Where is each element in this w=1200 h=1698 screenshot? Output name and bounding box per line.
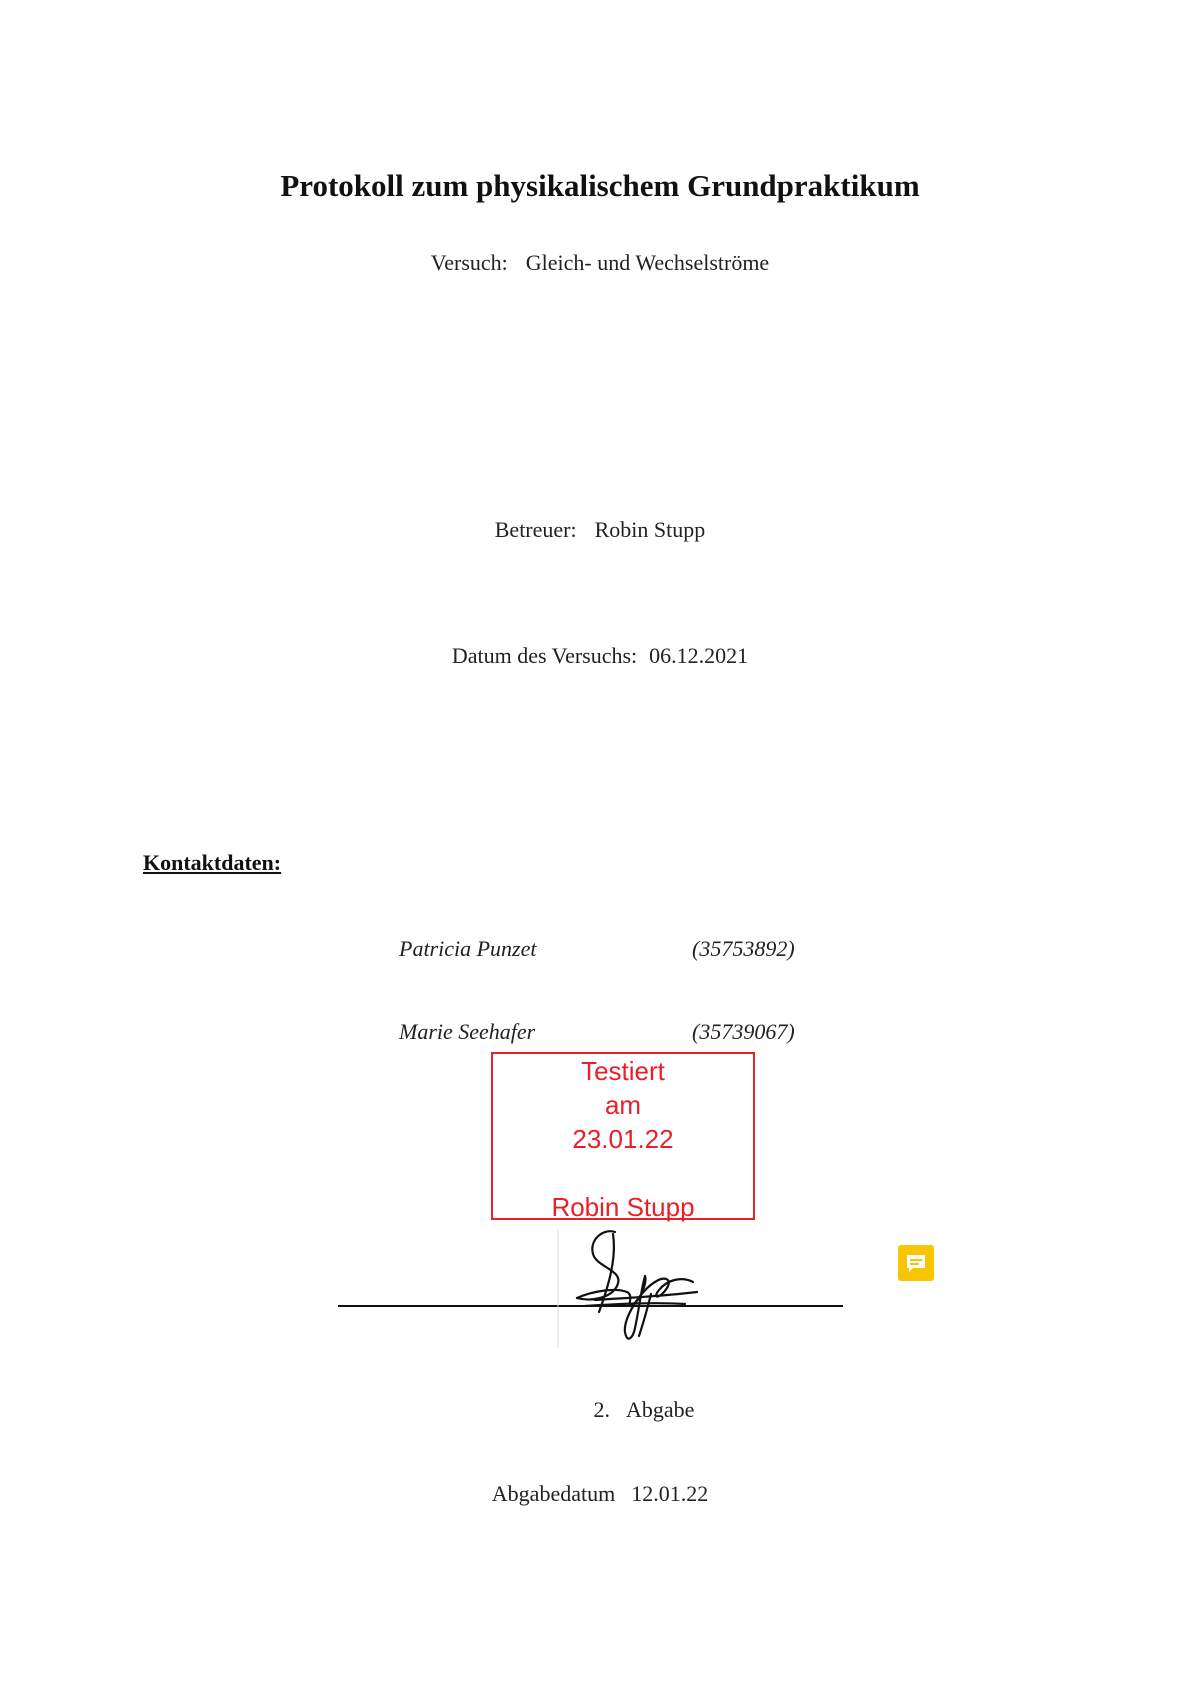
- contacts-heading: Kontaktdaten:: [143, 850, 282, 875]
- supervisor-row: [0, 517, 1200, 543]
- submission-date-row: [0, 1481, 1200, 1507]
- supervisor-label: Betreuer:: [494, 517, 577, 542]
- comment-icon: [898, 1245, 934, 1281]
- date-value: 06.12.2021: [649, 643, 749, 668]
- comment-annotation[interactable]: [898, 1245, 934, 1281]
- date-label: Datum des Versuchs:: [451, 643, 638, 668]
- stamp-line: am: [604, 1090, 642, 1120]
- handwritten-signature: [555, 1220, 705, 1350]
- experiment-value: Gleich- und Wechselströme: [525, 250, 770, 275]
- stamp-line: Robin Stupp: [551, 1192, 695, 1222]
- contact-id: (35739067): [692, 1019, 795, 1044]
- submission-number: 2.: [593, 1397, 611, 1422]
- experiment-label: Versuch:: [430, 250, 508, 275]
- stamp-line: [493, 1156, 753, 1190]
- date-row: [0, 643, 1200, 669]
- document-title: Protokoll zum physikalischem Grundpraktikum: [280, 168, 920, 203]
- supervisor-value: Robin Stupp: [594, 517, 706, 542]
- stamp-line: Testiert: [581, 1056, 665, 1086]
- contact-name: Patricia Punzet: [399, 936, 537, 961]
- experiment-row: [0, 250, 1200, 276]
- submission-row: [44, 1397, 1200, 1423]
- submission-date-value: 12.01.22: [631, 1481, 709, 1506]
- approval-stamp: [491, 1052, 755, 1220]
- contact-name: Marie Seehafer: [399, 1019, 536, 1044]
- submission-label: Abgabe: [626, 1397, 695, 1422]
- contact-id: (35753892): [692, 936, 795, 961]
- stamp-line: 23.01.22: [572, 1124, 674, 1154]
- submission-date-label: Abgabedatum: [491, 1481, 616, 1506]
